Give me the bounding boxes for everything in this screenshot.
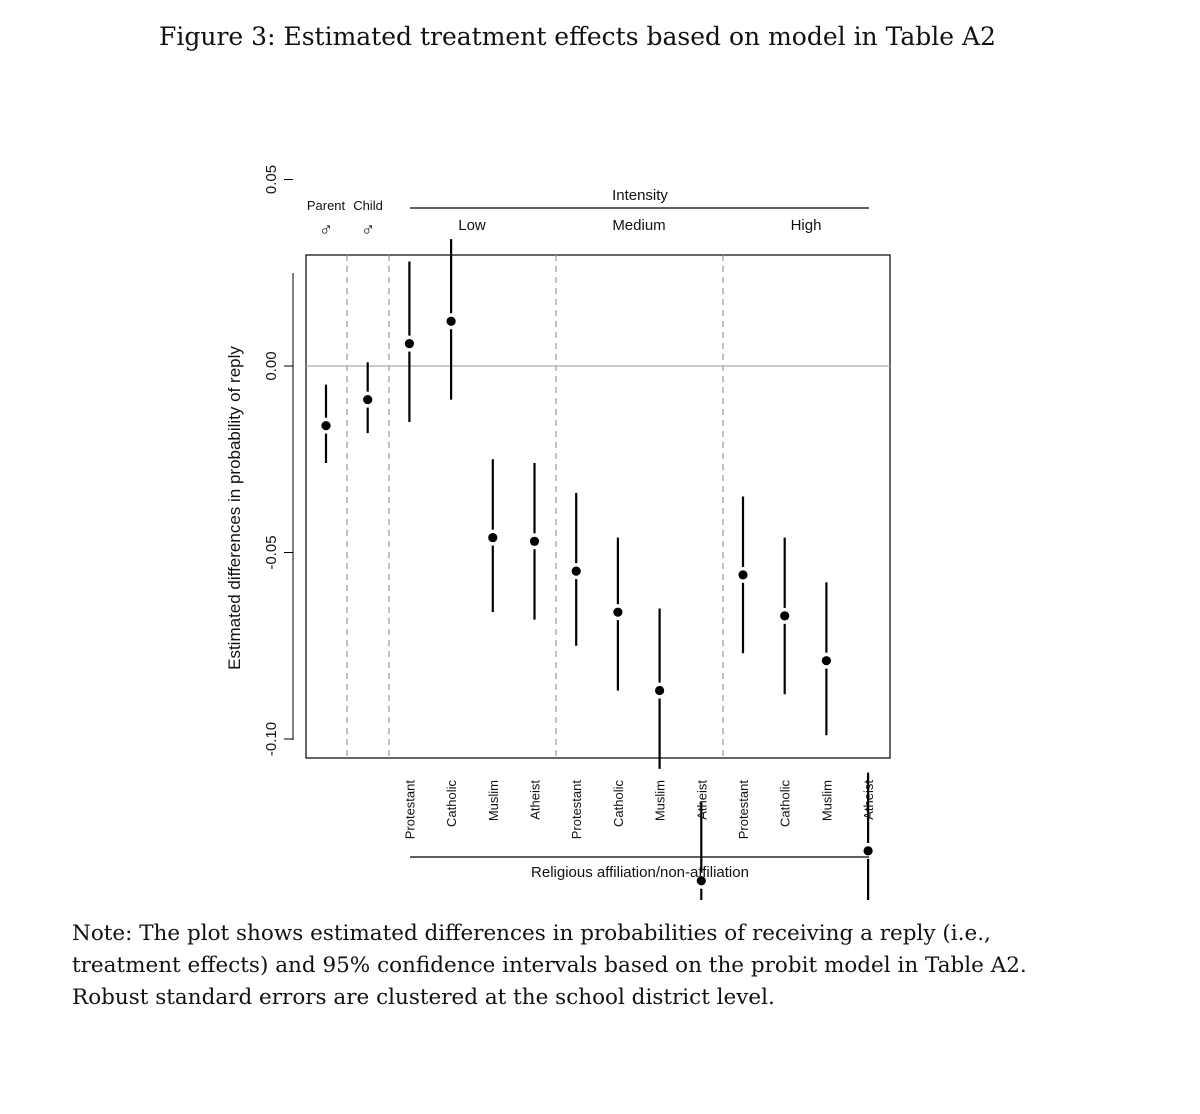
figure-note: Note: The plot shows estimated differences in probabilities of receiving a reply (i.e., treatment effects) and 95% confidence intervals based on the probit model in Table A2. Robust standard errors are clustered at the school district level. bbox=[72, 921, 1027, 1010]
y-tick-label: -0.05 bbox=[263, 535, 280, 570]
parent-label: Parent bbox=[306, 198, 346, 213]
x-tick-label: Atheist bbox=[527, 780, 543, 820]
point-marker bbox=[822, 656, 831, 665]
figure-title: Figure 3: Estimated treatment effects based on model in Table A2 bbox=[159, 22, 996, 51]
x-tick-label: Protestant bbox=[402, 780, 418, 840]
point-marker bbox=[738, 570, 747, 579]
x-tick-label: Muslim bbox=[652, 780, 668, 822]
point-marker bbox=[613, 608, 622, 617]
y-tick-label: 0.00 bbox=[263, 351, 280, 381]
point-marker bbox=[530, 537, 539, 546]
male-symbol-icon: ♂ bbox=[360, 220, 376, 241]
group-label-low: Low bbox=[458, 217, 486, 234]
point-marker bbox=[488, 533, 497, 542]
point-marker bbox=[864, 846, 873, 855]
estimate-point-11 bbox=[735, 497, 751, 654]
group-label-high: High bbox=[790, 217, 822, 234]
x-axis-label: Religious affiliation/non-affiliation bbox=[531, 864, 749, 881]
group-label-medium: Medium bbox=[612, 217, 666, 234]
estimate-point-7 bbox=[568, 493, 584, 646]
estimate-point-13 bbox=[818, 582, 834, 735]
x-tick-labels bbox=[402, 780, 876, 840]
point-marker bbox=[321, 421, 330, 430]
estimate-point-9 bbox=[652, 608, 668, 768]
estimate-point-6 bbox=[527, 463, 543, 620]
plot-frame bbox=[306, 255, 890, 758]
y-tick-label: 0.05 bbox=[263, 164, 280, 195]
estimate-point-5 bbox=[485, 459, 501, 612]
y-ticks bbox=[263, 165, 293, 900]
point-marker bbox=[363, 395, 372, 404]
intensity-title: Intensity bbox=[612, 187, 668, 204]
estimate-point-3 bbox=[401, 262, 417, 422]
estimate-point-1 bbox=[318, 385, 334, 463]
male-symbol-icon: ♂ bbox=[318, 220, 334, 241]
estimate-point-2 bbox=[360, 362, 376, 433]
x-tick-label: Catholic bbox=[610, 780, 626, 827]
estimate-point-12 bbox=[777, 538, 793, 695]
y-tick-label: -0.10 bbox=[263, 721, 280, 757]
x-tick-label: Muslim bbox=[485, 780, 501, 822]
point-marker bbox=[405, 339, 414, 348]
point-marker bbox=[572, 567, 581, 576]
x-tick-label: Atheist bbox=[861, 780, 877, 820]
y-axis-label: Estimated differences in probability of reply bbox=[225, 346, 244, 670]
point-marker bbox=[655, 686, 664, 695]
x-tick-label: Protestant bbox=[569, 780, 585, 840]
estimate-point-4 bbox=[443, 239, 459, 399]
x-tick-label: Catholic bbox=[777, 780, 793, 827]
x-tick-label: Catholic bbox=[444, 780, 460, 827]
point-marker bbox=[447, 317, 456, 326]
x-tick-label: Muslim bbox=[819, 780, 835, 822]
estimate-point-8 bbox=[610, 538, 626, 691]
x-tick-label: Atheist bbox=[694, 780, 710, 820]
child-label: Child bbox=[353, 198, 383, 213]
point-marker bbox=[780, 611, 789, 620]
x-tick-label: Protestant bbox=[736, 780, 751, 840]
